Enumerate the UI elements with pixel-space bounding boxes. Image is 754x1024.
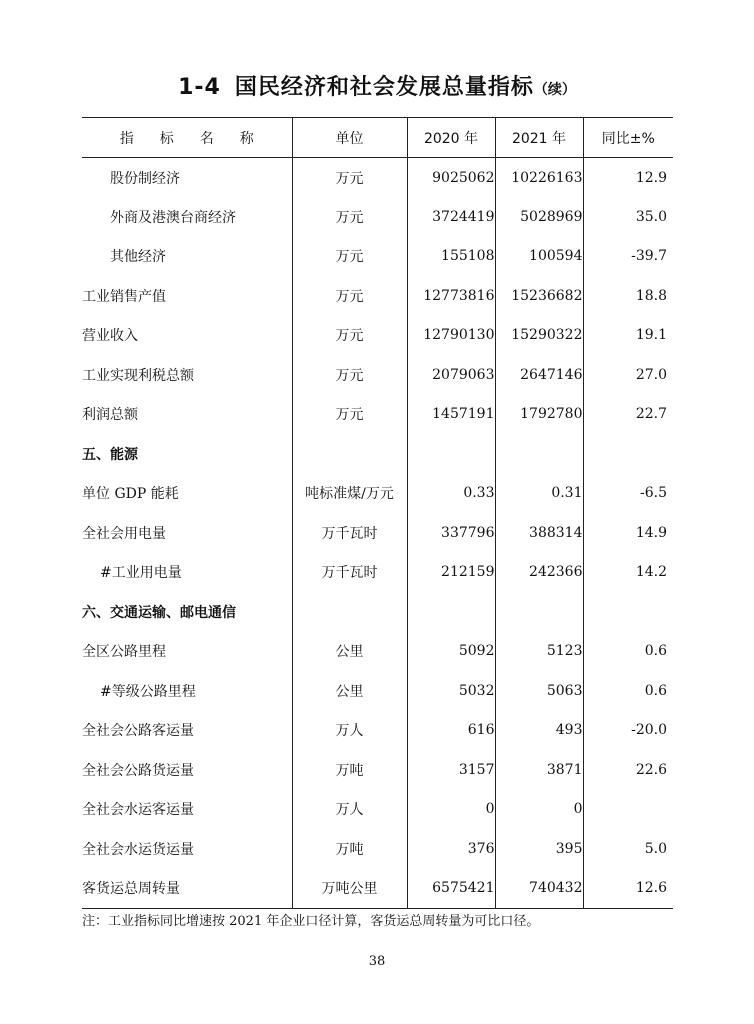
value-2020-cell: 1457191: [407, 395, 495, 435]
indicator-name-cell: 工业实现利税总额: [82, 367, 194, 384]
indicator-name-cell: 外商及港澳台商经济: [110, 209, 236, 226]
unit-cell: 万元: [292, 316, 407, 356]
table-header-row: [82, 118, 673, 158]
header-2021: 2021 年: [495, 118, 583, 158]
value-2020-cell: 0: [407, 790, 495, 830]
unit-cell: 万元: [292, 237, 407, 277]
indicator-name-cell: 客货运总周转量: [82, 881, 180, 897]
table-row: [82, 750, 673, 790]
yoy-change-cell: 22.6: [583, 750, 673, 790]
unit-cell: 万吨: [292, 829, 407, 869]
value-2020-cell: 6575421: [407, 869, 495, 909]
yoy-change-cell: 14.9: [583, 513, 673, 553]
yoy-change-cell: 12.9: [583, 158, 673, 198]
indicator-name-cell: 全社会用电量: [82, 525, 166, 542]
yoy-change-cell: 14.2: [583, 553, 673, 593]
value-2020-cell: 337796: [407, 513, 495, 553]
unit-cell: 万元: [292, 276, 407, 316]
unit-cell: 万元: [292, 197, 407, 237]
value-2021-cell: 1792780: [495, 395, 583, 435]
value-2021-cell: 100594: [495, 237, 583, 277]
unit-cell: 万元: [292, 158, 407, 198]
value-2021-cell: 0: [495, 790, 583, 830]
value-2020-cell: 376: [407, 829, 495, 869]
value-2020-cell: 155108: [407, 237, 495, 277]
indicator-name-cell: 利润总额: [82, 407, 138, 424]
continued-marker: （续）: [533, 82, 576, 98]
page-title: [0, 72, 754, 106]
indicator-name-cell: 全社会水运货运量: [82, 841, 194, 858]
value-2020-cell: 2079063: [407, 355, 495, 395]
value-2021-cell: 740432: [495, 869, 583, 909]
indicator-name-cell: #等级公路里程: [100, 683, 196, 700]
table-row: [82, 237, 673, 277]
value-2021-cell: 0.31: [495, 474, 583, 514]
indicator-name-cell: 全社会公路货运量: [82, 762, 194, 779]
table-row: [82, 711, 673, 751]
indicator-name-cell: 全区公路里程: [82, 644, 166, 661]
value-2020-cell: 12773816: [407, 276, 495, 316]
table-body: [82, 158, 673, 909]
indicator-name-cell: 股份制经济: [110, 170, 180, 187]
unit-cell: 公里: [292, 671, 407, 711]
table-row: [82, 632, 673, 672]
yoy-change-cell: 12.6: [583, 869, 673, 909]
value-2021-cell: 493: [495, 711, 583, 751]
yoy-change-cell: 0.6: [583, 671, 673, 711]
value-2020-cell: 3724419: [407, 197, 495, 237]
yoy-change-cell: [583, 790, 673, 830]
unit-cell: 吨标准煤/万元: [292, 474, 407, 514]
value-2021-cell: 10226163: [495, 158, 583, 198]
table-row: [82, 197, 673, 237]
header-unit: 单位: [292, 118, 407, 158]
indicator-name-cell: 全社会公路客运量: [82, 723, 194, 740]
indicator-name-cell: 工业销售产值: [82, 288, 166, 305]
value-2020-cell: 5092: [407, 632, 495, 672]
unit-cell: 万人: [292, 711, 407, 751]
value-2021-cell: 15236682: [495, 276, 583, 316]
table-row: [82, 513, 673, 553]
unit-cell: 万吨公里: [292, 869, 407, 909]
yoy-change-cell: -6.5: [583, 474, 673, 514]
value-2021-cell: 5123: [495, 632, 583, 672]
table-row: [82, 395, 673, 435]
unit-cell: [292, 434, 407, 474]
indicator-name-cell: 五、能源: [82, 446, 138, 463]
header-yoy: 同比±%: [583, 118, 673, 158]
value-2020-cell: 0.33: [407, 474, 495, 514]
table-row: [82, 474, 673, 514]
header-2020: 2020 年: [407, 118, 495, 158]
value-2021-cell: 15290322: [495, 316, 583, 356]
value-2021-cell: 388314: [495, 513, 583, 553]
unit-cell: [292, 592, 407, 632]
section-heading-row: [82, 434, 673, 474]
yoy-change-cell: 19.1: [583, 316, 673, 356]
yoy-change-cell: -20.0: [583, 711, 673, 751]
yoy-change-cell: 5.0: [583, 829, 673, 869]
table-row: [82, 671, 673, 711]
value-2020-cell: 9025062: [407, 158, 495, 198]
indicator-name-cell: 单位 GDP 能耗: [82, 486, 179, 503]
page-number: 38: [368, 954, 386, 969]
value-2021-cell: 5028969: [495, 197, 583, 237]
indicator-name-cell: 营业收入: [82, 328, 138, 345]
indicator-table: [82, 117, 673, 909]
indicator-name-cell: #工业用电量: [100, 565, 182, 582]
value-2021-cell: [495, 592, 583, 632]
yoy-change-cell: 35.0: [583, 197, 673, 237]
table-title-text: 国民经济和社会发展总量指标: [234, 75, 534, 100]
yoy-change-cell: [583, 592, 673, 632]
value-2020-cell: 212159: [407, 553, 495, 593]
value-2020-cell: [407, 592, 495, 632]
unit-cell: 公里: [292, 632, 407, 672]
yoy-change-cell: [583, 434, 673, 474]
section-heading-row: [82, 592, 673, 632]
yoy-change-cell: 27.0: [583, 355, 673, 395]
yoy-change-cell: 22.7: [583, 395, 673, 435]
value-2021-cell: 5063: [495, 671, 583, 711]
value-2020-cell: 616: [407, 711, 495, 751]
unit-cell: 万吨: [292, 750, 407, 790]
table-row: [82, 829, 673, 869]
value-2021-cell: 242366: [495, 553, 583, 593]
table-number: 1-4: [178, 75, 221, 100]
table-row: [82, 553, 673, 593]
table-row: [82, 158, 673, 198]
header-indicator-name: 指标名称: [119, 130, 280, 147]
unit-cell: 万元: [292, 355, 407, 395]
value-2021-cell: 395: [495, 829, 583, 869]
value-2020-cell: 12790130: [407, 316, 495, 356]
indicator-name-cell: 六、交通运输、邮电通信: [82, 604, 236, 621]
unit-cell: 万人: [292, 790, 407, 830]
unit-cell: 万元: [292, 395, 407, 435]
value-2021-cell: 2647146: [495, 355, 583, 395]
yoy-change-cell: 18.8: [583, 276, 673, 316]
table-row: [82, 790, 673, 830]
table-row: [82, 869, 673, 909]
table-row: [82, 316, 673, 356]
unit-cell: 万千瓦时: [292, 553, 407, 593]
yoy-change-cell: 0.6: [583, 632, 673, 672]
value-2021-cell: [495, 434, 583, 474]
indicator-name-cell: 全社会水运客运量: [82, 802, 194, 819]
unit-cell: 万千瓦时: [292, 513, 407, 553]
yoy-change-cell: -39.7: [583, 237, 673, 277]
footnote: 注：工业指标同比增速按 2021 年企业口径计算，客货运总周转量为可比口径。: [82, 914, 540, 929]
value-2020-cell: 3157: [407, 750, 495, 790]
indicator-name-cell: 其他经济: [110, 249, 166, 266]
table-row: [82, 276, 673, 316]
value-2021-cell: 3871: [495, 750, 583, 790]
value-2020-cell: 5032: [407, 671, 495, 711]
table-row: [82, 355, 673, 395]
value-2020-cell: [407, 434, 495, 474]
